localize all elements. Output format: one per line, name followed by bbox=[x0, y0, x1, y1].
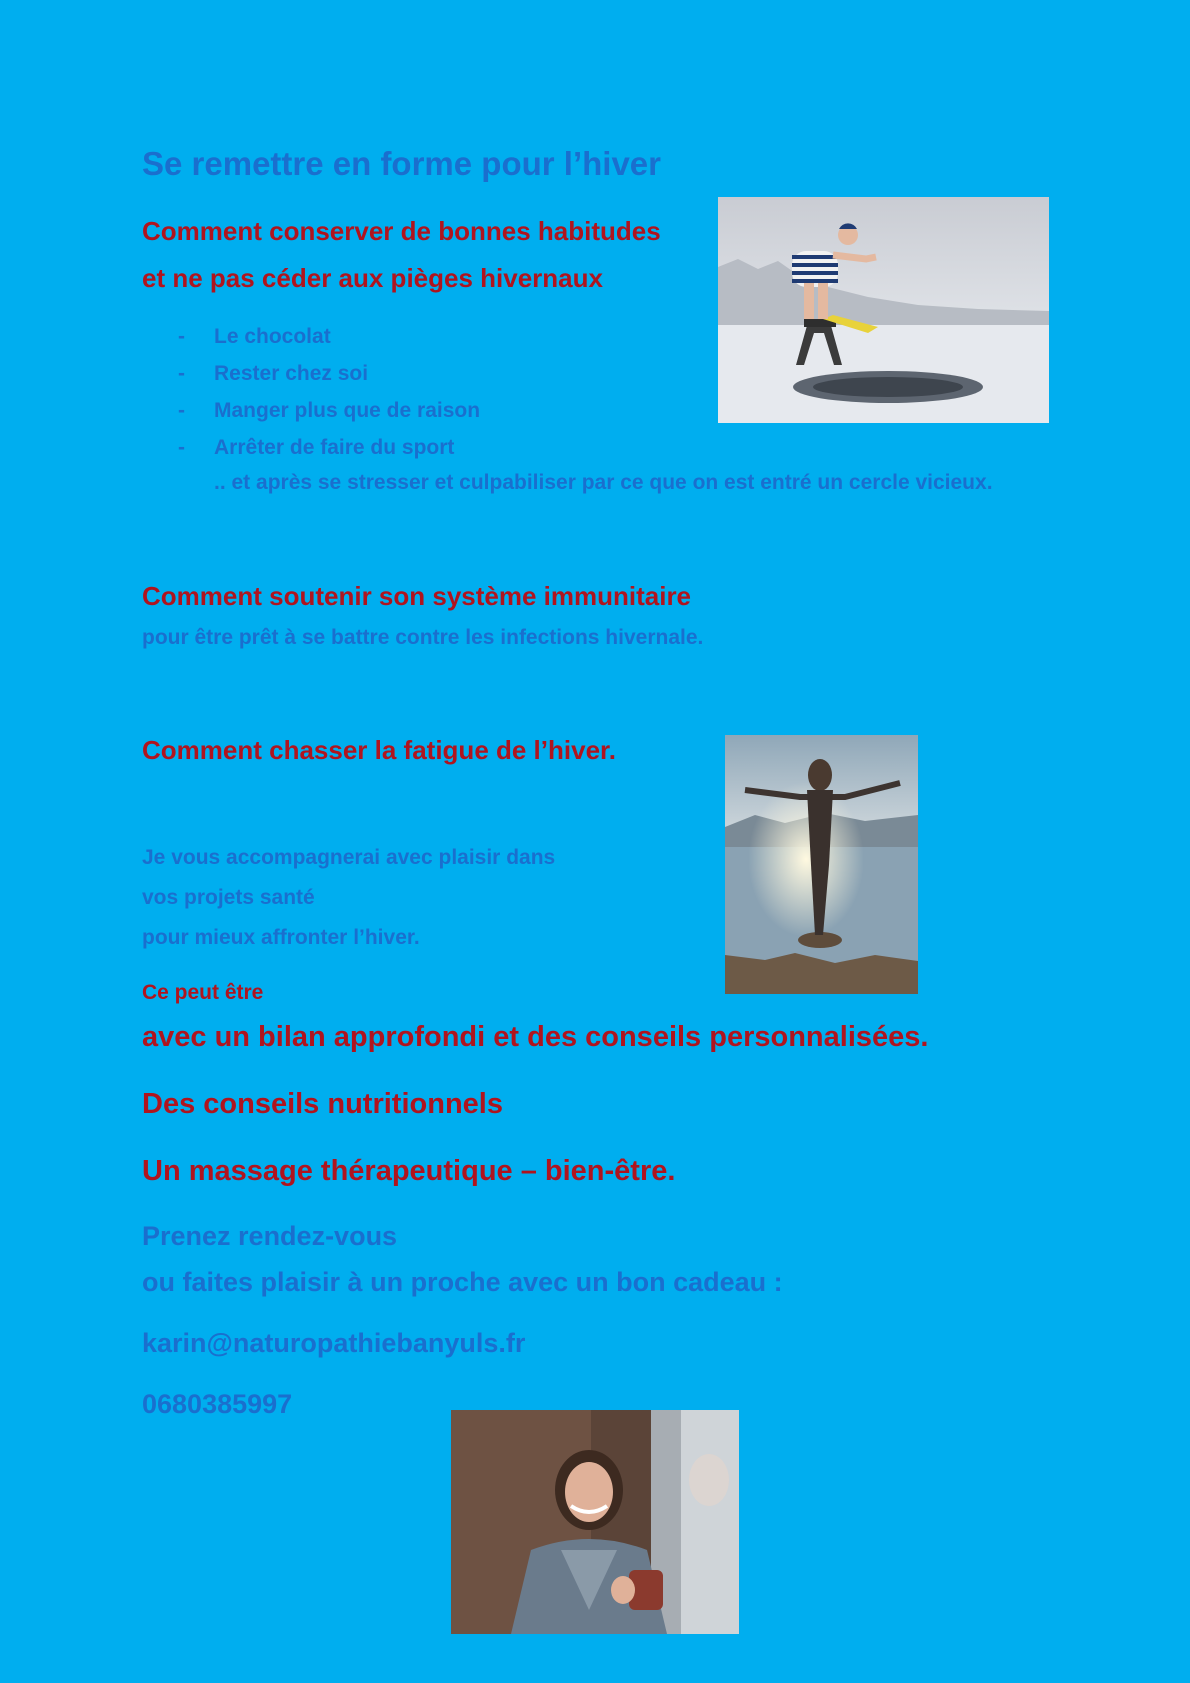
accompany-line2: vos projets santé bbox=[142, 886, 315, 909]
contact-email[interactable]: karin@naturopathiebanyuls.fr bbox=[142, 1328, 526, 1358]
section2-subtext: pour être prêt à se battre contre les infections hivernale. bbox=[142, 626, 704, 649]
accompany-line3: pour mieux affronter l’hiver. bbox=[142, 926, 420, 949]
winter-swimmer-photo bbox=[718, 197, 1049, 423]
habits-list bbox=[178, 322, 480, 470]
section2-heading: Comment soutenir son système immunitaire bbox=[142, 581, 692, 611]
section3-heading: Comment chasser la fatigue de l’hiver. bbox=[142, 735, 616, 765]
list-item: - Rester chez soi bbox=[178, 362, 369, 385]
offers-intro: Ce peut être bbox=[142, 981, 264, 1004]
list-item: - Le chocolat bbox=[178, 325, 331, 348]
contact-line1: Prenez rendez-vous bbox=[142, 1221, 398, 1251]
offer-nutrition: Des conseils nutritionnels bbox=[142, 1088, 503, 1120]
list-item: - Arrêter de faire du sport bbox=[178, 436, 455, 459]
list-item: - Manger plus que de raison bbox=[178, 399, 481, 422]
contact-phone[interactable]: 0680385997 bbox=[142, 1389, 293, 1419]
page-title: Se remettre en forme pour l’hiver bbox=[142, 145, 661, 182]
smiling-woman-photo bbox=[451, 1410, 739, 1634]
accompany-line1: Je vous accompagnerai avec plaisir dans bbox=[142, 846, 556, 869]
offer-bilan: avec un bilan approfondi et des conseils personnalisées. bbox=[142, 1021, 929, 1053]
vicious-circle-text: .. et après se stresser et culpabiliser par ce que on est entré un cercle vicieux. bbox=[214, 471, 993, 494]
contact-line2: ou faites plaisir à un proche avec un bon cadeau : bbox=[142, 1267, 783, 1297]
offer-massage: Un massage thérapeutique – bien-être. bbox=[142, 1155, 676, 1187]
lake-woman-photo bbox=[725, 735, 918, 994]
section1-heading-line2: et ne pas céder aux pièges hivernaux bbox=[142, 263, 603, 293]
section1-heading-line1: Comment conserver de bonnes habitudes bbox=[142, 216, 661, 246]
